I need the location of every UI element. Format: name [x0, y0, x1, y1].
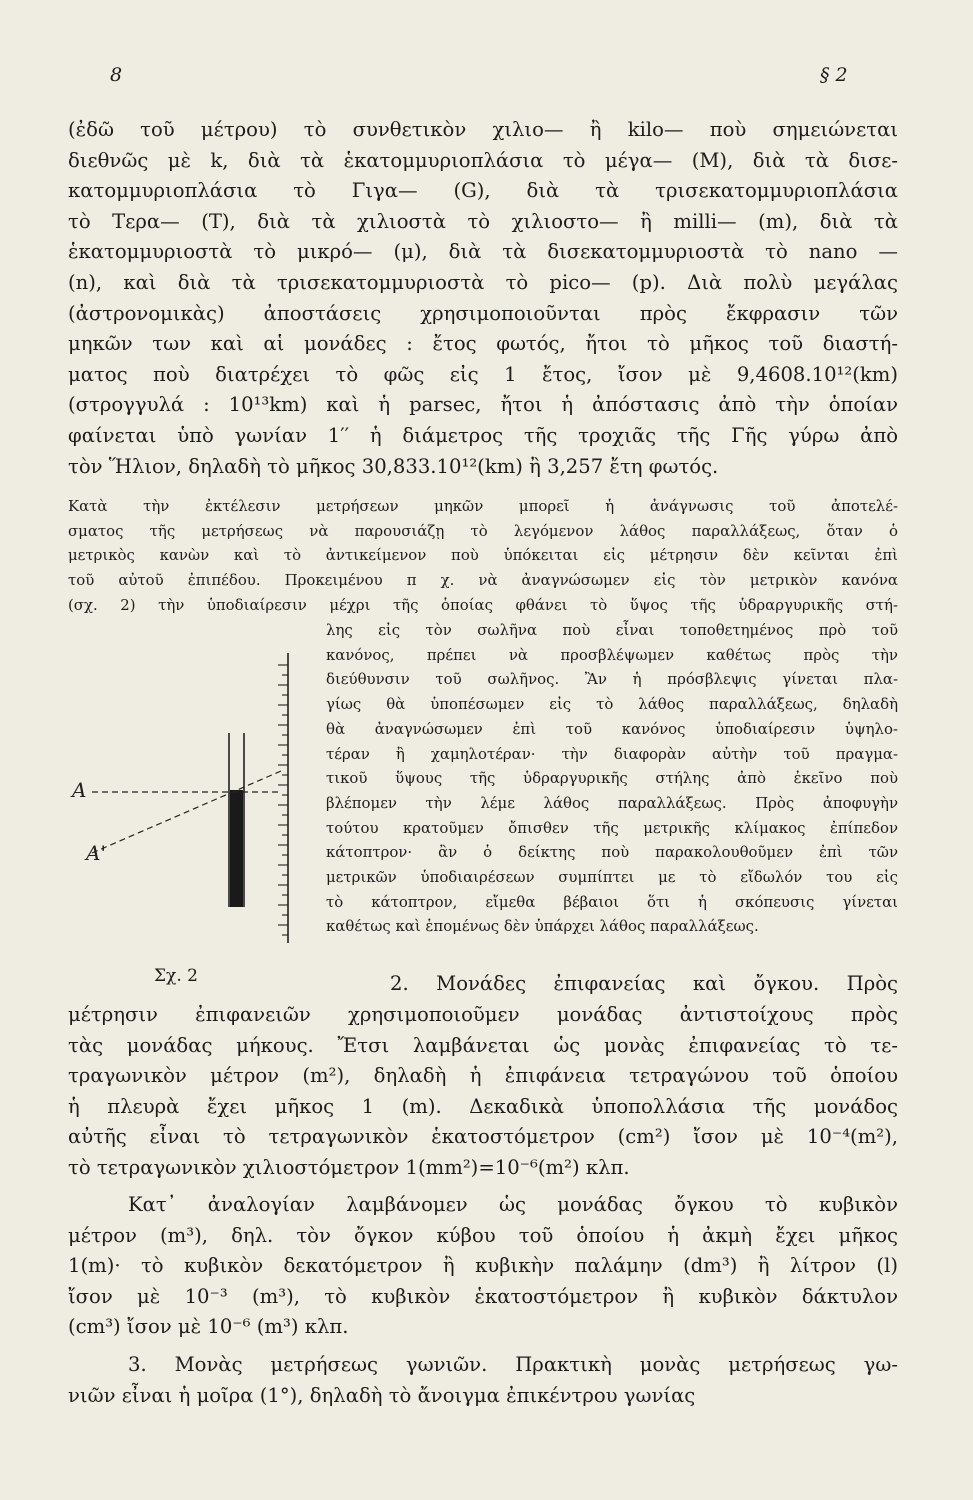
- parallax-note: [68, 494, 898, 618]
- note-line: τούτου κρατοῦμεν ὄπισθεν τῆς μετρικῆς κλίμακος ἐπίπεδον: [326, 818, 898, 837]
- note-line: τικοῦ ὕψους τῆς ὑδραργυρικῆς στήλης ἀπὸ ἐκεῖνο ποὺ: [326, 769, 898, 788]
- paragraph-volume-units: [68, 1190, 898, 1343]
- parallax-note-wrapped: [326, 618, 898, 939]
- scale-ticks: [278, 665, 288, 935]
- text-line: 1(m)· τὸ κυβικὸν δεκατόμετρον ἢ κυβικὴν παλάμην (dm³) ἢ λίτρον (l): [68, 1254, 898, 1278]
- note-line: τὸ κάτοπτρον, εἴμεθα βέβαιοι ὅτι ἡ σκόπευσις γίνεται: [326, 892, 898, 911]
- note-line: μετρικὸς κανὼν καὶ τὸ ἀντικείμενον ποὺ ὑπόκειται εἰς μέτρησιν δὲν κεῖνται ἐπὶ: [68, 546, 898, 565]
- text-line: ἑκατομμυριοστὰ τὸ μικρό— (μ), διὰ τὰ δισεκατομμυριοστὰ τὸ nano —: [68, 240, 898, 264]
- text-line: κατομμυριοπλάσια τὸ Γιγα— (G), διὰ τὰ τρισεκατομμυριοπλάσια: [68, 179, 898, 203]
- text-line: τὸ Τερα— (T), διὰ τὰ χιλιοστὰ τὸ χιλιοστο— ἢ milli— (m), διὰ τὰ: [68, 209, 898, 233]
- note-line: λης εἰς τὸν σωλῆνα ποὺ εἶναι τοποθετημένος πρὸ τοῦ: [326, 621, 898, 639]
- note-line: μετρικῶν ὑποδιαιρέσεων συμπίπτει με τὸ εἴδωλόν του εἰς: [326, 868, 898, 887]
- text-line: (cm³) ἴσον μὲ 10⁻⁶ (m³) κλπ.: [68, 1315, 349, 1339]
- figure-parallax-diagram: [56, 645, 326, 965]
- text-line: τὸ τετραγωνικὸν χιλιοστόμετρον 1(mm²)=10⁻⁶(m²) κλπ.: [68, 1155, 630, 1179]
- note-line: βλέπομεν τὴν λέμε λάθος παραλλάξεως. Πρὸς ἀποφυγὴν: [326, 793, 898, 812]
- text-line: (στρογγυλά : 10¹³km) καὶ ἡ parsec, ἤτοι ἡ ἀπόστασις ἀπὸ τὴν ὁποίαν: [68, 393, 898, 417]
- text-line: Κατ᾽ ἀναλογίαν λαμβάνομεν ὡς μονάδας ὄγκου τὸ κυβικὸν: [128, 1193, 898, 1216]
- text-line: 3. Μονὰς μετρήσεως γωνιῶν. Πρακτικὴ μονὰς μετρήσεως γω-: [128, 1353, 898, 1376]
- text-line: μέτρησιν ἐπιφανειῶν χρησιμοποιοῦμεν μονάδας ἀντιστοίχους πρὸς: [68, 1003, 898, 1026]
- paragraph-prefixes: [68, 115, 898, 482]
- text-line: ματος ποὺ διατρέχει τὸ φῶς εἰς 1 ἔτος, ἴσον μὲ 9,4608.10¹²(km): [68, 362, 898, 386]
- eye-position-a-prime: A': [86, 841, 106, 865]
- note-line: κάτοπτρον· ἂν ὁ δείκτης ποὺ παρακολουθοῦμεν ἐπὶ τῶν: [326, 843, 898, 862]
- mercury-column: [230, 790, 243, 907]
- text-line: νιῶν εἶναι ἡ μοῖρα (1°), δηλαδὴ τὸ ἄνοιγμα ἐπικέντρου γωνίας: [68, 1383, 696, 1407]
- text-line: φαίνεται ὑπὸ γωνίαν 1′′ ἡ διάμετρος τῆς τροχιᾶς τῆς Γῆς γύρω ἀπὸ: [68, 423, 898, 447]
- section-2-heading: [390, 969, 898, 1000]
- paragraph-area-units: [68, 1000, 898, 1184]
- note-line: Κατὰ τὴν ἐκτέλεσιν μετρήσεων μηκῶν μπορεῖ ἡ ἀνάγνωσις τοῦ ἀποτελέ-: [68, 497, 898, 515]
- section-marker: § 2: [820, 64, 848, 86]
- eye-position-a: A: [72, 778, 87, 802]
- oblique-sight-line: [92, 771, 281, 853]
- text-line: μέτρον (m³), δηλ. τὸν ὄγκον κύβου τοῦ ὁποίου ἡ ἀκμὴ ἔχει μῆκος: [68, 1223, 898, 1247]
- text-line: τραγωνικὸν μέτρον (m²), δηλαδὴ ἡ ἐπιφάνεια τετραγώνου τοῦ ὁποίου: [68, 1064, 898, 1088]
- text-line: (n), καὶ διὰ τὰ τρισεκατομμυριοστὰ τὸ pico— (p). Διὰ πολὺ μεγάλας: [68, 270, 898, 294]
- note-line: (σχ. 2) τὴν ὑποδιαίρεσιν μέχρι τῆς ὁποίας φθάνει τὸ ὕψος τῆς ὑδραργυρικῆς στή-: [68, 595, 898, 614]
- text-line: αὐτῆς εἶναι τὸ τετραγωνικὸν ἑκατοστόμετρον (cm²) ἴσον μὲ 10⁻⁴(m²),: [68, 1125, 898, 1149]
- text-line: (ἐδῶ τοῦ μέτρου) τὸ συνθετικὸν χιλιο— ἢ kilo— ποὺ σημειώνεται: [68, 118, 898, 141]
- note-line: διεύθυνσιν τοῦ σωλῆνος. Ἂν ἡ πρόσβλεψις γίνεται πλα-: [326, 670, 898, 689]
- page-number: 8: [110, 64, 123, 86]
- section-heading-line: 2. Μονάδες ἐπιφανείας καὶ ὄγκου. Πρὸς: [390, 972, 898, 995]
- note-line: τέραν ἢ χαμηλοτέραν· τὴν διαφορὰν αὐτὴν τοῦ πραγμα-: [326, 744, 898, 763]
- text-line: τὰς μονάδας μήκους. Ἔτσι λαμβάνεται ὡς μονὰς ἐπιφανείας τὸ τε-: [68, 1033, 898, 1057]
- text-line: ἴσον μὲ 10⁻³ (m³), τὸ κυβικὸν ἑκατοστόμετρον ἢ κυβικὸν δάκτυλον: [68, 1284, 898, 1308]
- figure-caption: Σχ. 2: [154, 966, 198, 986]
- paragraph-angle-units: [68, 1350, 898, 1411]
- text-line: ἡ πλευρὰ ἔχει μῆκος 1 (m). Δεκαδικὰ ὑποπολλάσια τῆς μονάδος: [68, 1094, 898, 1118]
- note-line: κανόνος, πρέπει νὰ προσβλέψωμεν καθέτως πρὸς τὴν: [326, 645, 898, 664]
- note-line: καθέτως καὶ ἑπομένως δὲν ὑπάρχει λάθος παραλλάξεως.: [326, 917, 759, 936]
- note-line: γίως θὰ ὑποπέσωμεν εἰς τὸ λάθος παραλλάξεως, δηλαδὴ: [326, 695, 898, 714]
- text-line: τὸν Ἥλιον, δηλαδὴ τὸ μῆκος 30,833.10¹²(km) ἢ 3,257 ἔτη φωτός.: [68, 454, 719, 478]
- text-line: μηκῶν των καὶ αἱ μονάδες : ἔτος φωτός, ἤτοι τὸ μῆκος τοῦ διαστή-: [68, 332, 898, 356]
- text-line: (ἀστρονομικὰς) ἀποστάσεις χρησιμοποιοῦνται πρὸς ἔκφρασιν τῶν: [68, 301, 898, 325]
- note-line: σματος τῆς μετρήσεως νὰ παρουσιάζῃ τὸ λεγόμενον λάθος παραλλάξεως, ὅταν ὁ: [68, 521, 898, 540]
- note-line: τοῦ αὐτοῦ ἐπιπέδου. Προκειμένου π χ. νὰ ἀναγνώσωμεν εἰς τὸν μετρικὸν κανόνα: [68, 571, 898, 590]
- text-line: διεθνῶς μὲ k, διὰ τὰ ἑκατομμυριοπλάσια τὸ μέγα— (M), διὰ τὰ δισε-: [68, 148, 898, 172]
- note-line: θὰ ἀναγνώσωμεν ἐπὶ τοῦ κανόνος ὑποδιαίρεσιν ὑψηλο-: [326, 719, 898, 738]
